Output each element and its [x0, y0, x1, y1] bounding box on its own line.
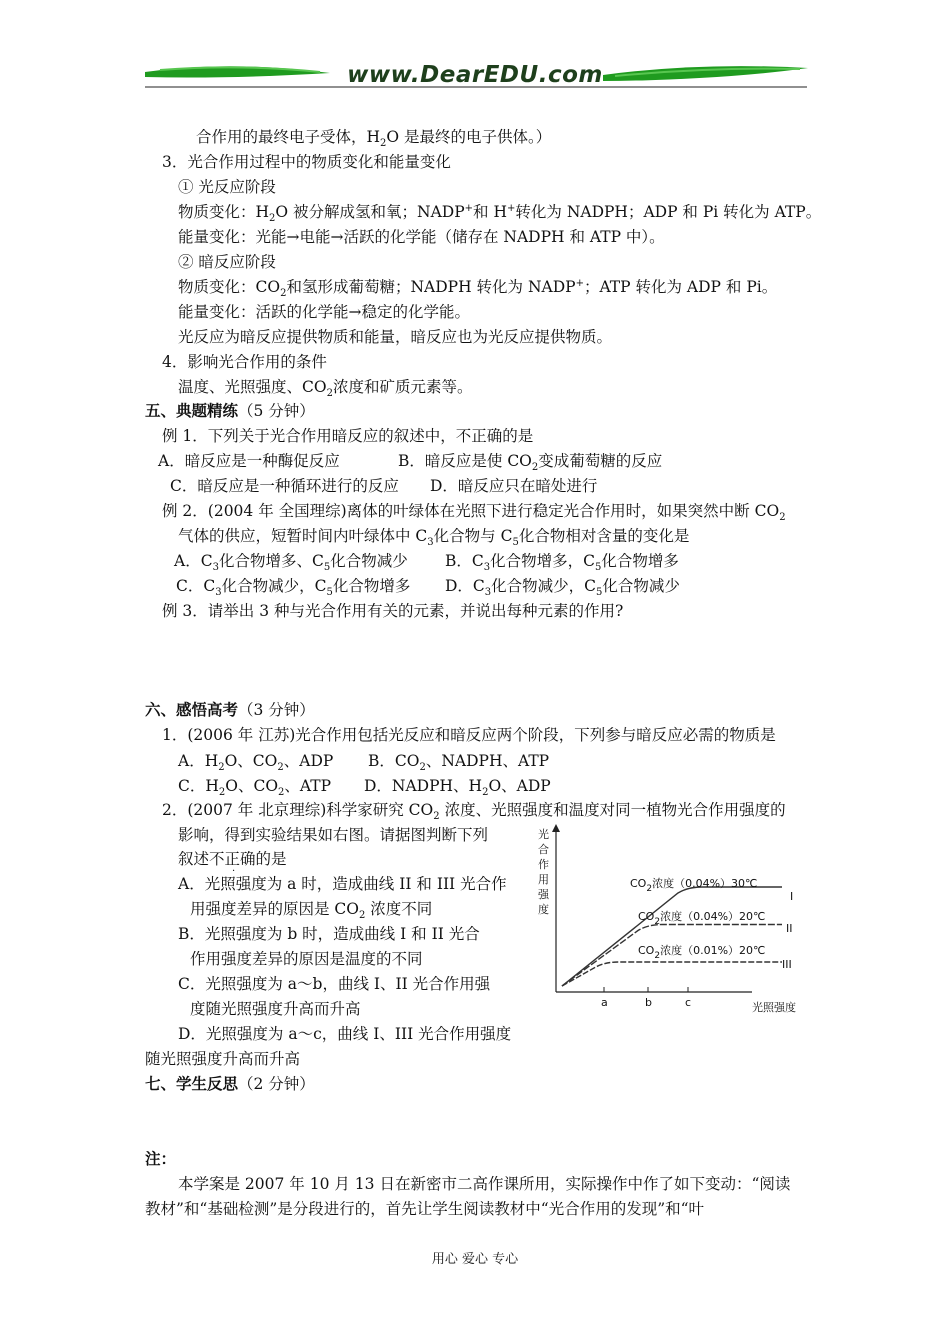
subsection-heading: ① 光反应阶段: [178, 178, 276, 196]
question-text: 叙述不正确的是: [178, 850, 287, 868]
section-heading: 五、典题精练（5 分钟）: [145, 401, 315, 420]
series-label-1: $CO_2$浓度（0.04%）30℃: [630, 877, 758, 894]
option-d: D．光照强度为 a～c，曲线 I、III 光合作用强度: [178, 1025, 512, 1043]
section-heading: 六、感悟高考（3 分钟）: [145, 700, 315, 719]
option-a-cont: 用强度差异的原因是 $CO_2$ 浓度不同: [190, 900, 433, 922]
y-axis-arrow: [552, 824, 560, 832]
emphasis-dot: ·: [232, 866, 236, 877]
site-brand-logo: www.DearEDU.com: [347, 62, 603, 88]
option-a: A．$H_2O$、$CO_2$、ADP: [178, 752, 334, 774]
text-line: 光反应为暗反应提供物质和能量，暗反应也为光反应提供物质。: [178, 328, 613, 346]
text-line: 能量变化：光能→电能→活跃的化学能（储存在 NADPH 和 ATP 中）。: [178, 228, 665, 246]
curve-label-I: I: [790, 890, 794, 903]
text-line: 物质变化：$H_2O$ 被分解成氢和氧；NADP+和 H+转化为 NADPH；ADP 和 Pi 转化为 ATP。: [178, 202, 822, 225]
text-line: 合作用的最终电子受体，$H_2O$ 是最终的电子供体。）: [196, 128, 552, 150]
subsection-heading: ② 暗反应阶段: [178, 253, 276, 271]
series-label-2: $CO_2$浓度（0.04%）20℃: [638, 910, 766, 927]
option-d: D．$C_3$化合物减少，$C_5$化合物减少: [445, 577, 680, 599]
option-d-cont: 随光照强度升高而升高: [145, 1050, 301, 1068]
subsection-heading: 3．光合作用过程中的物质变化和能量变化: [162, 153, 451, 171]
option-a: A．$C_3$化合物增多、$C_5$化合物减少: [174, 552, 408, 574]
option-b: B．$CO_2$、NADPH、ATP: [368, 752, 550, 774]
note-text: 本学案是 2007 年 10 月 13 日在新密市二高作课所用，实际操作中作了如下变动：“阅读: [178, 1175, 791, 1193]
option-c: C．暗反应是一种循环进行的反应: [170, 477, 399, 495]
option-b: B．$C_3$化合物增多，$C_5$化合物增多: [445, 552, 679, 574]
question-text: 气体的供应，短暂时间内叶绿体中 $C_3$化合物与 $C_5$化合物相对含量的变化是: [178, 527, 690, 549]
question-text: 例 3．请举出 3 种与光合作用有关的元素，并说出每种元素的作用?: [162, 602, 624, 620]
text-line: 温度、光照强度、$CO_2$浓度和矿质元素等。: [178, 378, 473, 400]
option-c: C．$C_3$化合物减少，$C_5$化合物增多: [176, 577, 411, 599]
curve-III: [562, 962, 782, 986]
option-a: A．光照强度为 a 时，造成曲线 II 和 III 光合作: [178, 875, 507, 893]
question-text: 影响，得到实验结果如右图。请据图判断下列: [178, 826, 489, 844]
y-axis-label: 光合作用强度: [538, 828, 549, 916]
option-d: D．NADPH、$H_2O$、ADP: [364, 777, 551, 799]
question-text: 1．(2006 年 江苏)光合作用包括光反应和暗反应两个阶段，下列参与暗反应必需的物质是: [162, 726, 776, 744]
x-axis-label: 光照强度: [752, 1001, 796, 1014]
x-tick-label-c: c: [685, 996, 692, 1009]
note-text: 教材”和“基础检测”是分段进行的，首先让学生阅读教材中“光合作用的发现”和“叶: [145, 1200, 705, 1218]
page-footer: 用心 爱心 专心: [431, 1252, 519, 1267]
option-c: C．$H_2O$、$CO_2$、ATP: [178, 777, 332, 799]
note-heading: 注：: [145, 1149, 177, 1168]
text-line: 物质变化：$CO_2$和氢形成葡萄糖；NADPH 转化为 NADP+；ATP 转化为 ADP 和 Pi。: [178, 277, 778, 300]
option-a: A．暗反应是一种酶促反应: [158, 452, 340, 470]
curve-label-III: III: [782, 958, 792, 971]
curve-label-II: II: [786, 922, 793, 935]
text-line: 能量变化：活跃的化学能→稳定的化学能。: [178, 303, 470, 321]
question-text: 2．(2007 年 北京理综)科学家研究 $CO_2$ 浓度、光照强度和温度对同一植物光合作用强度的: [162, 801, 786, 823]
x-tick-label-b: b: [645, 996, 652, 1009]
subsection-heading: 4．影响光合作用的条件: [162, 353, 327, 371]
option-b: B．暗反应是使 $CO_2$变成葡萄糖的反应: [398, 452, 663, 474]
question-text: 例 1．下列关于光合作用暗反应的叙述中，不正确的是: [162, 427, 534, 445]
photosynthesis-chart: [520, 820, 810, 1020]
x-tick-label-a: a: [601, 996, 608, 1009]
series-label-3: $CO_2$浓度（0.01%）20℃: [638, 944, 766, 961]
option-b-cont: 作用强度差异的原因是温度的不同: [190, 950, 423, 968]
option-d: D．暗反应只在暗处进行: [430, 477, 598, 495]
section-heading: 七、学生反思（2 分钟）: [145, 1074, 315, 1093]
question-text: 例 2．(2004 年 全国理综)离体的叶绿体在光照下进行稳定光合作用时，如果突然中断 $CO_2$: [162, 502, 786, 524]
page-header: [0, 0, 950, 100]
option-c-cont: 度随光照强度升高而升高: [190, 1000, 361, 1018]
option-b: B．光照强度为 b 时，造成曲线 I 和 II 光合: [178, 925, 480, 943]
curve-I: [562, 887, 782, 986]
option-c: C．光照强度为 a～b，曲线 I、II 光合作用强: [178, 975, 491, 993]
